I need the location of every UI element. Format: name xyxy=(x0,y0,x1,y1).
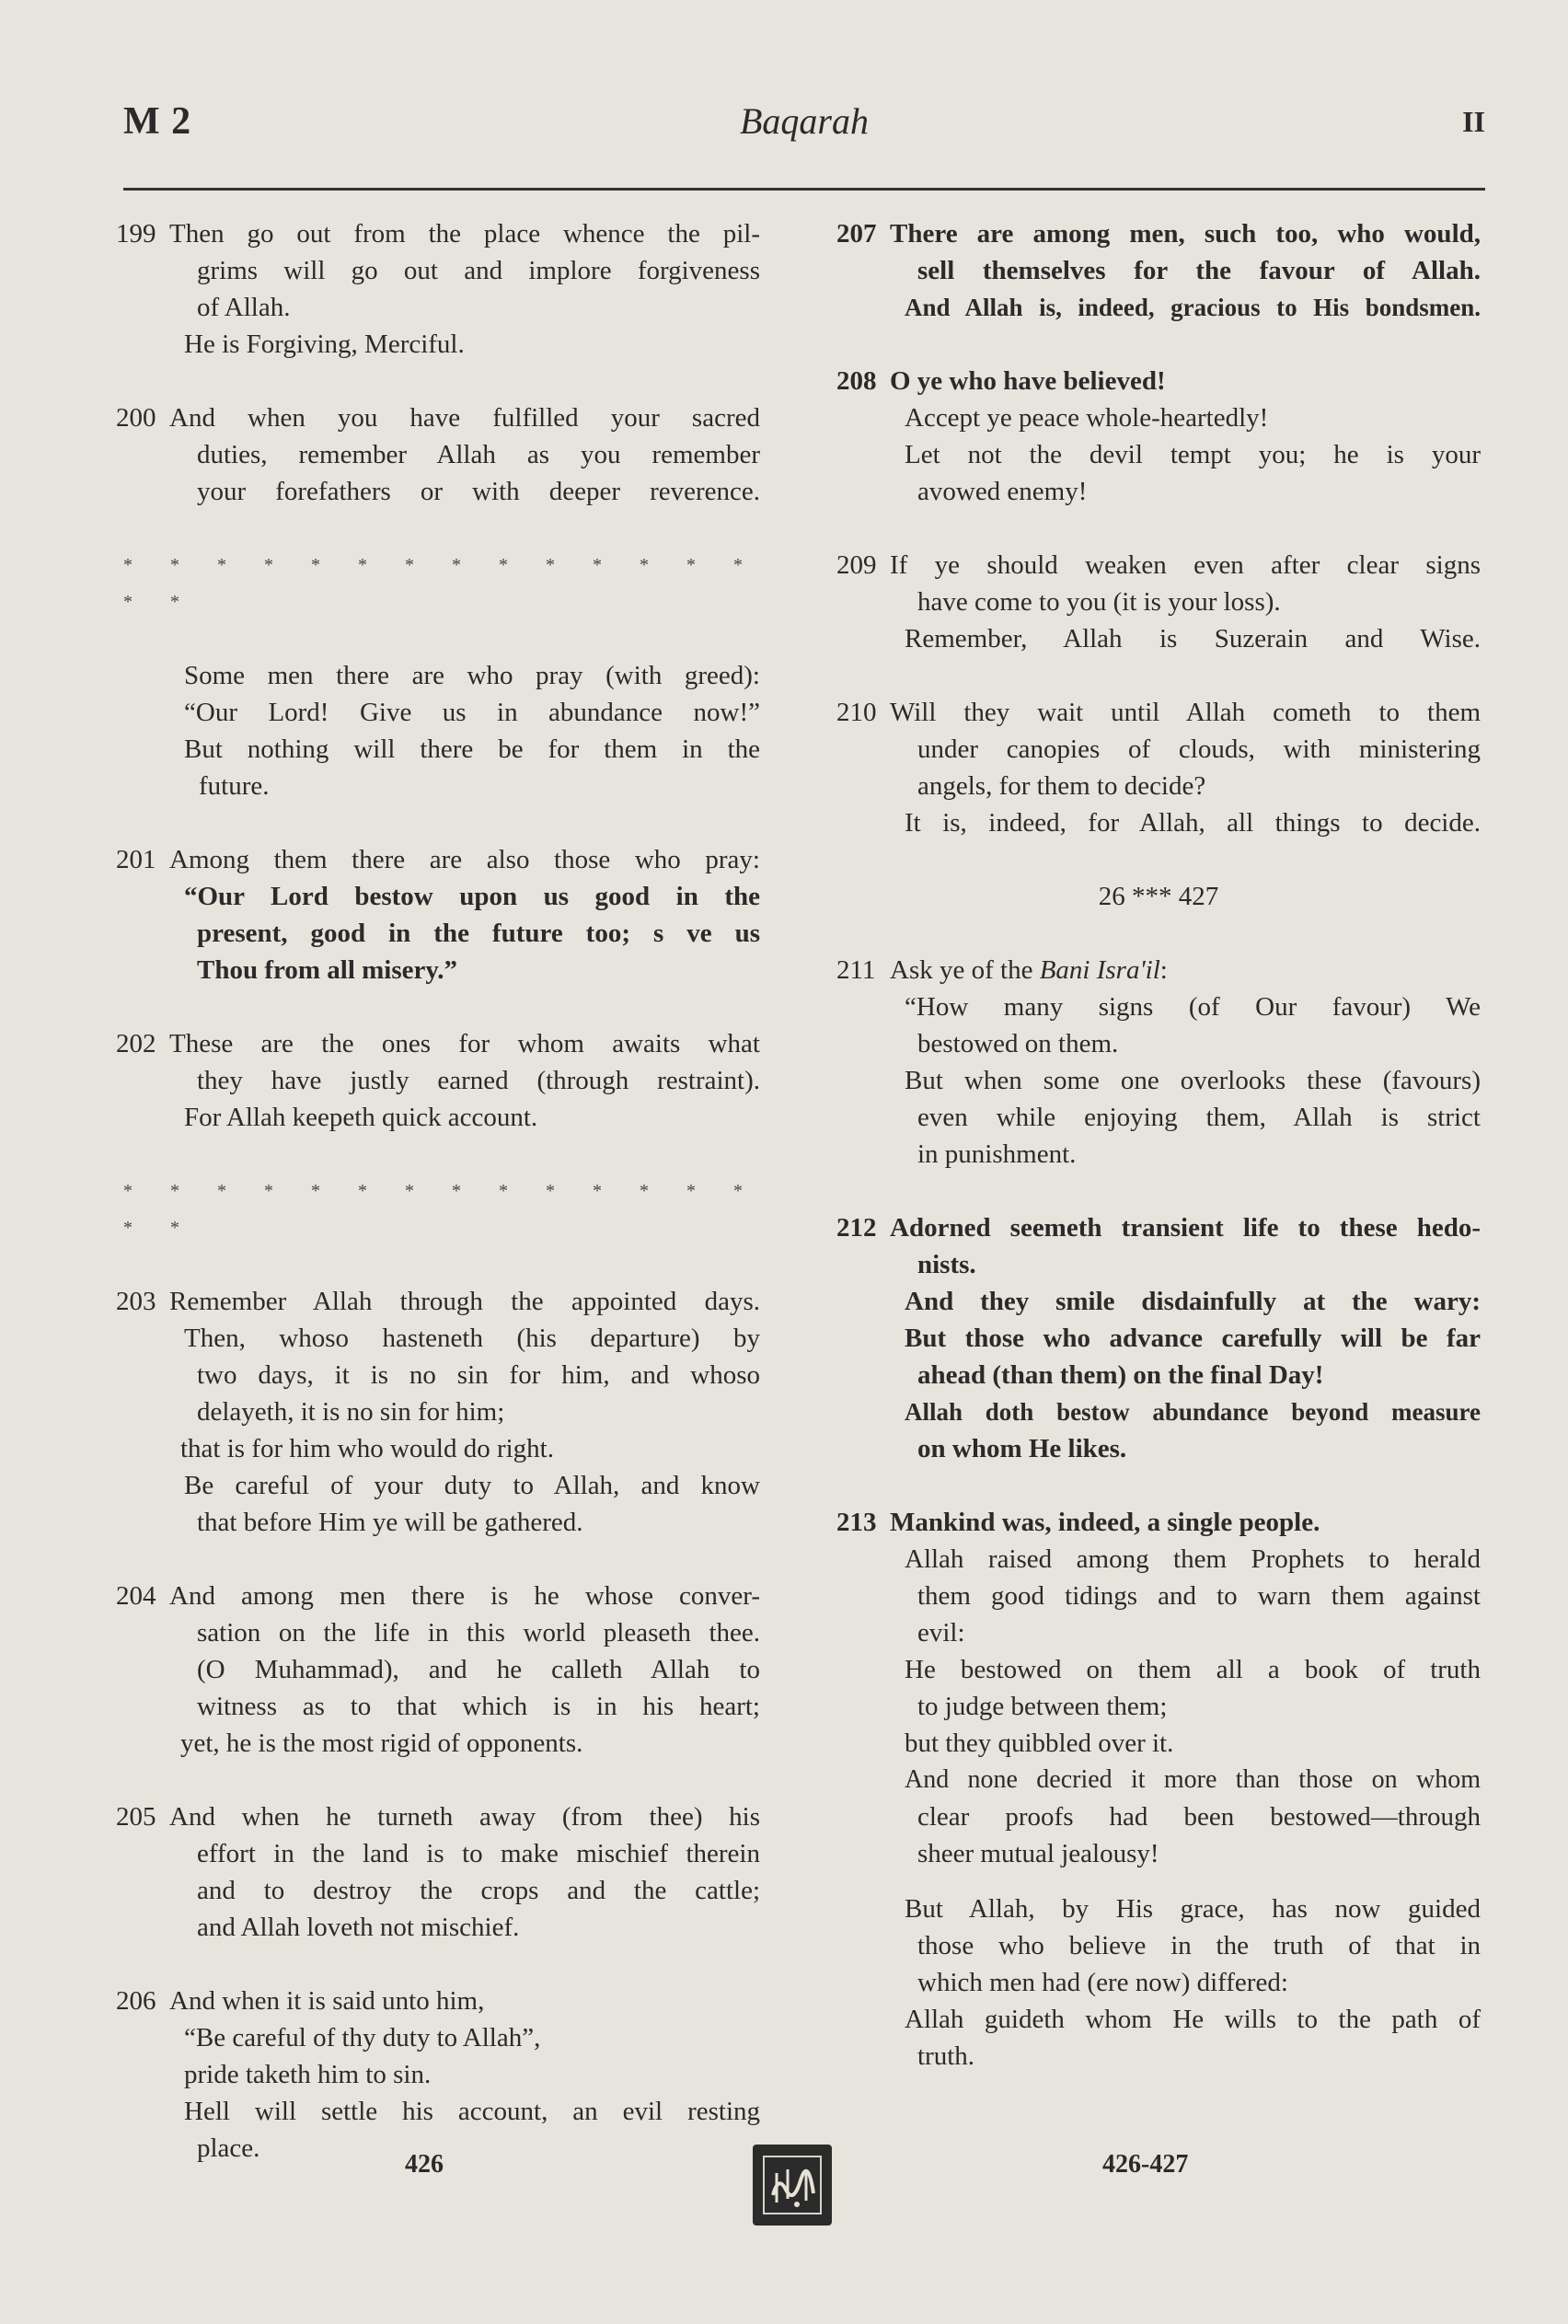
verse-number: 199 xyxy=(116,219,156,249)
verse-line: those who believe in the truth of that in xyxy=(917,1931,1481,1960)
page-number-right: 426-427 xyxy=(1102,2150,1189,2179)
verse-203 xyxy=(116,1283,760,1541)
verse-line: sell themselves for the favour of Allah. xyxy=(917,256,1481,285)
verse-line: on whom He likes. xyxy=(917,1434,1127,1463)
verse-line: place. xyxy=(197,2133,260,2163)
verse-line: And they smile disdainfully at the wary: xyxy=(905,1287,1481,1316)
verse-line: Accept ye peace whole-heartedly! xyxy=(905,403,1269,433)
publisher-emblem-icon xyxy=(753,2145,832,2226)
verse-line: But those who advance carefully will be far xyxy=(905,1324,1481,1353)
verse-line: them good tidings and to warn them against xyxy=(917,1581,1481,1611)
verse-line: Mankind was, indeed, a single people. xyxy=(890,1508,1320,1537)
verse-line: sation on the life in this world pleaseth thee. xyxy=(197,1618,760,1648)
verse-line: O ye who have believed! xyxy=(890,366,1166,396)
verse-line: two days, it is no sin for him, and whoso xyxy=(197,1360,760,1390)
left-column xyxy=(116,215,760,2167)
verse-line: evil: xyxy=(917,1618,965,1648)
verse-line: witness as to that which is in his heart; xyxy=(197,1692,760,1721)
verse-number: 207 xyxy=(836,219,877,249)
verse-number: 201 xyxy=(116,845,156,874)
verse-201 xyxy=(116,841,760,989)
verse-line: “How many signs (of Our favour) We xyxy=(905,992,1481,1022)
verse-207 xyxy=(836,215,1481,326)
verse-number: 205 xyxy=(116,1802,156,1832)
verse-line: Remember, Allah is Suzerain and Wise. xyxy=(905,624,1481,653)
verse-line: These are the ones for whom awaits what xyxy=(169,1029,760,1058)
verse-line: And among men there is he whose conver- xyxy=(169,1581,760,1611)
verse-209 xyxy=(836,547,1481,657)
page-footer xyxy=(0,2145,1568,2218)
verse-line: sheer mutual jealousy! xyxy=(917,1839,1159,1868)
verse-line: ahead (than them) on the final Day! xyxy=(917,1360,1324,1390)
verse-line: Allah doth bestow abundance beyond measure xyxy=(905,1398,1481,1426)
verse-line: Remember Allah through the appointed days. xyxy=(169,1287,760,1316)
verse-line: angels, for them to decide? xyxy=(917,771,1206,801)
verse-line: Allah raised among them Prophets to herald xyxy=(905,1544,1481,1574)
verse-line: of Allah. xyxy=(197,293,291,322)
verse-line: your forefathers or with deeper reverence. xyxy=(197,477,760,506)
verse-line: And when you have fulfilled your sacred xyxy=(169,403,760,433)
verse-200 xyxy=(116,399,760,510)
verse-line: under canopies of clouds, with ministering xyxy=(917,734,1481,764)
verse-number: 212 xyxy=(836,1213,877,1243)
verse-line: Adorned seemeth transient life to these hedo- xyxy=(890,1213,1481,1243)
verse-line: (O Muhammad), and he calleth Allah to xyxy=(197,1655,760,1684)
verse-line: It is, indeed, for Allah, all things to decide. xyxy=(905,808,1481,838)
page-divider: 26 *** 427 xyxy=(1098,882,1219,911)
page-number-left: 426 xyxy=(405,2150,444,2179)
verse-line: Hell will settle his account, an evil resting xyxy=(184,2097,760,2126)
verse-line: they have justly earned (through restraint). xyxy=(197,1066,760,1095)
verse-line: Ask ye of the Bani Isra'il: xyxy=(890,955,1168,985)
verse-211 xyxy=(836,952,1481,1173)
verse-206 xyxy=(116,1983,760,2167)
verse-line: Allah guideth whom He wills to the path of xyxy=(905,2005,1481,2034)
verse-line: For Allah keepeth quick account. xyxy=(184,1103,538,1132)
verse-line: yet, he is the most rigid of opponents. xyxy=(180,1729,583,1758)
verse-line: clear proofs had been bestowed—through xyxy=(917,1802,1481,1832)
chapter-marker: M 2 xyxy=(123,100,192,143)
verse-line: He bestowed on them all a book of truth xyxy=(905,1655,1481,1684)
verse-line: duties, remember Allah as you remember xyxy=(197,440,760,469)
verse-213-continued xyxy=(836,1890,1481,2075)
verse-line: to judge between them; xyxy=(917,1692,1168,1721)
verse-line: grims will go out and implore forgiveness xyxy=(197,256,760,285)
verse-line: even while enjoying them, Allah is strict xyxy=(917,1103,1481,1132)
verse-line: delayeth, it is no sin for him; xyxy=(197,1397,505,1427)
verse-line: And when he turneth away (from thee) his xyxy=(169,1802,760,1832)
bani-israil-term: Bani Isra'il xyxy=(1039,955,1160,985)
verse-number: 206 xyxy=(116,1986,156,2016)
verse-line: Will they wait until Allah cometh to them xyxy=(890,698,1481,727)
verse-204 xyxy=(116,1578,760,1762)
verse-line: Among them there are also those who pray: xyxy=(169,845,760,874)
verse-210 xyxy=(836,694,1481,841)
surah-title: Baqarah xyxy=(740,100,869,142)
verse-line: Some men there are who pray (with greed): xyxy=(184,661,760,690)
verse-line: have come to you (it is your loss). xyxy=(917,587,1281,617)
verse-number: 208 xyxy=(836,366,877,396)
verse-line: and Allah loveth not mischief. xyxy=(197,1913,520,1942)
verse-line: Let not the devil tempt you; he is your xyxy=(905,440,1481,469)
verse-line: that is for him who would do right. xyxy=(180,1434,554,1463)
verse-line: truth. xyxy=(917,2041,975,2071)
verse-line: in punishment. xyxy=(917,1139,1077,1169)
verse-line: He is Forgiving, Merciful. xyxy=(184,330,465,359)
verse-208 xyxy=(836,363,1481,510)
verse-line: “Our Lord! Give us in abundance now!” xyxy=(184,698,760,727)
verse-205 xyxy=(116,1798,760,1946)
page-header xyxy=(123,99,1485,155)
verse-line: And Allah is, indeed, gracious to His bondsmen. xyxy=(905,294,1481,321)
part-number: II xyxy=(1462,105,1485,138)
verse-line: If ye should weaken even after clear signs xyxy=(890,550,1481,580)
verse-line: nists. xyxy=(917,1250,976,1279)
verse-line: and to destroy the crops and the cattle; xyxy=(197,1876,760,1905)
interlude xyxy=(116,657,760,804)
verse-line: “Our Lord bestow upon us good in the xyxy=(184,882,760,911)
verse-number: 200 xyxy=(116,403,156,433)
verse-212 xyxy=(836,1209,1481,1467)
verse-213 xyxy=(836,1504,1481,1872)
verse-line: pride taketh him to sin. xyxy=(184,2060,432,2089)
verse-line: but they quibbled over it. xyxy=(905,1729,1174,1758)
verse-line: But Allah, by His grace, has now guided xyxy=(905,1894,1481,1924)
verse-202 xyxy=(116,1025,760,1136)
verse-line: which men had (ere now) differed: xyxy=(917,1968,1288,1997)
verse-line: effort in the land is to make mischief therein xyxy=(197,1839,760,1868)
verse-line: Then go out from the place whence the pil- xyxy=(169,219,760,249)
verse-number: 213 xyxy=(836,1508,877,1537)
right-column xyxy=(836,215,1481,2075)
verse-number: 203 xyxy=(116,1287,156,1316)
verse-line: “Be careful of thy duty to Allah”, xyxy=(184,2023,541,2052)
verse-line: future. xyxy=(199,771,270,801)
section-separator: * * * * * * * * * * * * * * * * xyxy=(123,1181,759,1238)
section-separator: * * * * * * * * * * * * * * * * xyxy=(123,555,759,612)
verse-number: 210 xyxy=(836,698,877,727)
verse-number: 211 xyxy=(836,955,876,985)
verse-number: 209 xyxy=(836,550,877,580)
verse-line: There are among men, such too, who would, xyxy=(890,219,1481,249)
verse-line: And when it is said unto him, xyxy=(169,1986,485,2016)
verse-line: Thou from all misery.” xyxy=(197,955,458,985)
verse-line: present, good in the future too; s ve us xyxy=(197,919,760,948)
verse-line: bestowed on them. xyxy=(917,1029,1119,1058)
verse-line: And none decried it more than those on whom xyxy=(905,1765,1481,1794)
verse-line: But when some one overlooks these (favours) xyxy=(905,1066,1481,1095)
verse-line: that before Him ye will be gathered. xyxy=(197,1508,583,1537)
verse-number: 202 xyxy=(116,1029,156,1058)
header-rule xyxy=(123,188,1485,191)
verse-line: Be careful of your duty to Allah, and know xyxy=(184,1471,760,1500)
verse-line: avowed enemy! xyxy=(917,477,1088,506)
verse-line: But nothing will there be for them in the xyxy=(184,734,760,764)
verse-number: 204 xyxy=(116,1581,156,1611)
verse-199 xyxy=(116,215,760,363)
verse-line: Then, whoso hasteneth (his departure) by xyxy=(184,1324,760,1353)
